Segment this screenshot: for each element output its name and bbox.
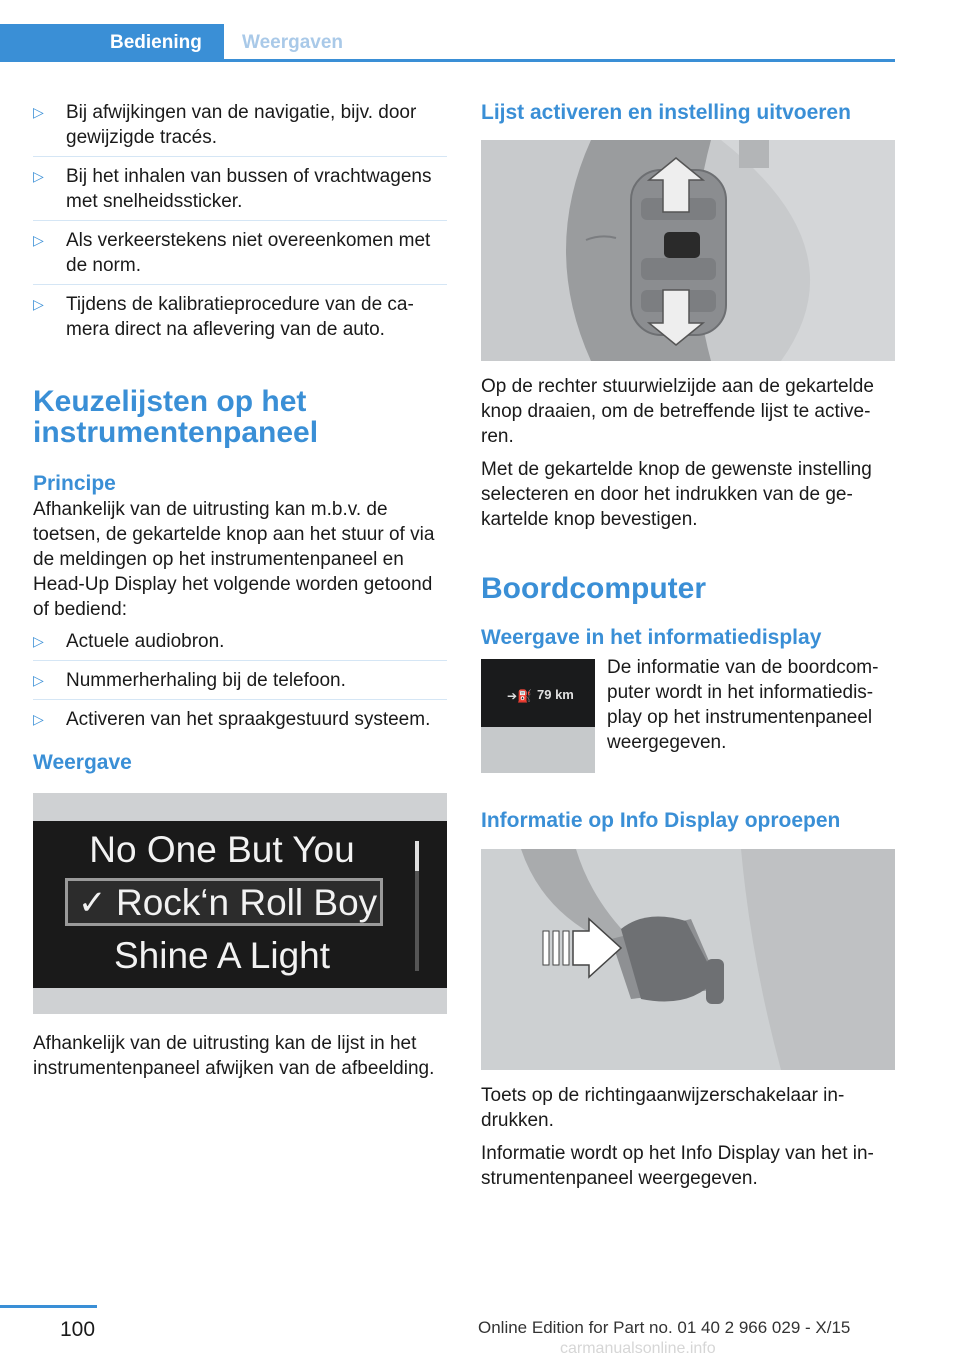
display-item-2: Rock‘n Roll Boy — [116, 882, 378, 923]
triangle-bullet-icon: ▷ — [33, 633, 44, 649]
steering-wheel-illustration — [481, 140, 895, 361]
left-column — [33, 100, 447, 1081]
check-icon: ✓ — [78, 884, 107, 922]
display-item-1: No One But You — [89, 829, 355, 870]
subheading-informatiedisplay: Weergave in het informatiedisplay — [481, 626, 822, 649]
subheading-lijst-activeren: Lijst activeren en instelling uitvoeren — [481, 101, 851, 124]
triangle-bullet-icon: ▷ — [33, 711, 44, 727]
list-item: ▷ Actuele audiobron. — [33, 629, 447, 661]
range-readout: 79 km — [537, 687, 574, 702]
triangle-bullet-icon: ▷ — [33, 232, 44, 248]
display-item-3: Shine A Light — [113, 935, 331, 976]
subheading-principe: Principe — [33, 472, 116, 495]
subheading-weergave: Weergave — [33, 751, 132, 774]
infodisplay-text: De informatie van de boordcomputer wordt in het informatiedisplay op het instrumentenpaneel weergegeven. — [607, 657, 879, 753]
turn-signal-stalk-image — [481, 849, 895, 1070]
triangle-bullet-icon: ▷ — [33, 296, 44, 312]
principle-text: Afhankelijk van de uitrusting kan m.b.v. de toetsen, de gekartelde knop aan het stuur of via de meldingen op het instrumentenpaneel en Head-Up Display het volgende worden getoond of bediend: — [33, 499, 435, 620]
display-list-image — [33, 793, 447, 1014]
footer-rule — [0, 1305, 97, 1308]
activate-text-2: Met de gekartelde knop de gewenste instelling selecteren en door het indrukken van de gekartelde knop bevestigen. — [481, 459, 872, 530]
right-column — [481, 100, 895, 1191]
list-item: ▷ Nummerherhaling bij de telefoon. — [33, 668, 447, 700]
display-caption: Afhankelijk van de uitrusting kan de lijst in het instrumentenpaneel afwijken van de afbeelding. — [33, 1033, 435, 1079]
scrollbar-track — [415, 871, 419, 971]
tab-weergaven[interactable]: Weergaven — [242, 32, 344, 53]
activate-text-1: Op de rechter stuurwielzijde aan de gekartelde knop draaien, om de betreffende lijst te activeren. — [481, 376, 874, 447]
display-item-selected — [65, 878, 383, 926]
turn-signal-illustration — [481, 849, 895, 1070]
list-item: ▷ Als verkeerstekens niet overeenkomen met de norm. — [33, 228, 447, 285]
watermark: carmanualsonline.info — [560, 1340, 716, 1357]
infodisplay-block — [481, 655, 895, 773]
header-tabbar — [0, 24, 895, 62]
fuel-range-icon: ➔⛽ — [507, 689, 532, 703]
display-screen — [33, 821, 447, 988]
bullet-list-conditions — [33, 100, 447, 348]
scrollbar-thumb — [415, 841, 419, 871]
list-item: ▷ Bij het inhalen van bussen of vrachtwagens met snelheidssticker. — [33, 164, 447, 221]
list-item: ▷ Activeren van het spraakgestuurd systeem. — [33, 709, 431, 730]
triangle-bullet-icon: ▷ — [33, 672, 44, 688]
info-text-2: Informatie wordt op het Info Display van het instrumentenpaneel weergegeven. — [481, 1143, 874, 1189]
steering-wheel-image — [481, 140, 895, 361]
section-title-keuzelijsten: Keuzelijsten op het instrumentenpaneel — [33, 385, 319, 449]
edition-text: Online Edition for Part no. 01 40 2 966 029 - X/15 — [478, 1318, 851, 1337]
list-item: ▷ Tijdens de kalibratieprocedure van de camera direct na aflevering van de auto. — [33, 294, 414, 340]
list-item: ▷ Bij afwijkingen van de navigatie, bijv. door gewijzigde tracés. — [33, 100, 447, 157]
triangle-bullet-icon: ▷ — [33, 168, 44, 184]
tab-bediening[interactable]: Bediening — [0, 24, 224, 60]
info-text-1: Toets op de richtingaanwijzerschakelaar indrukken. — [481, 1085, 845, 1131]
subheading-info-display-oproepen: Informatie op Info Display oproepen — [481, 809, 841, 832]
triangle-bullet-icon: ▷ — [33, 104, 44, 120]
infodisplay-image — [481, 659, 595, 773]
bullet-list-principle — [33, 629, 447, 738]
page-number: 100 — [60, 1318, 96, 1341]
section-title-boordcomputer: Boordcomputer — [481, 572, 706, 605]
